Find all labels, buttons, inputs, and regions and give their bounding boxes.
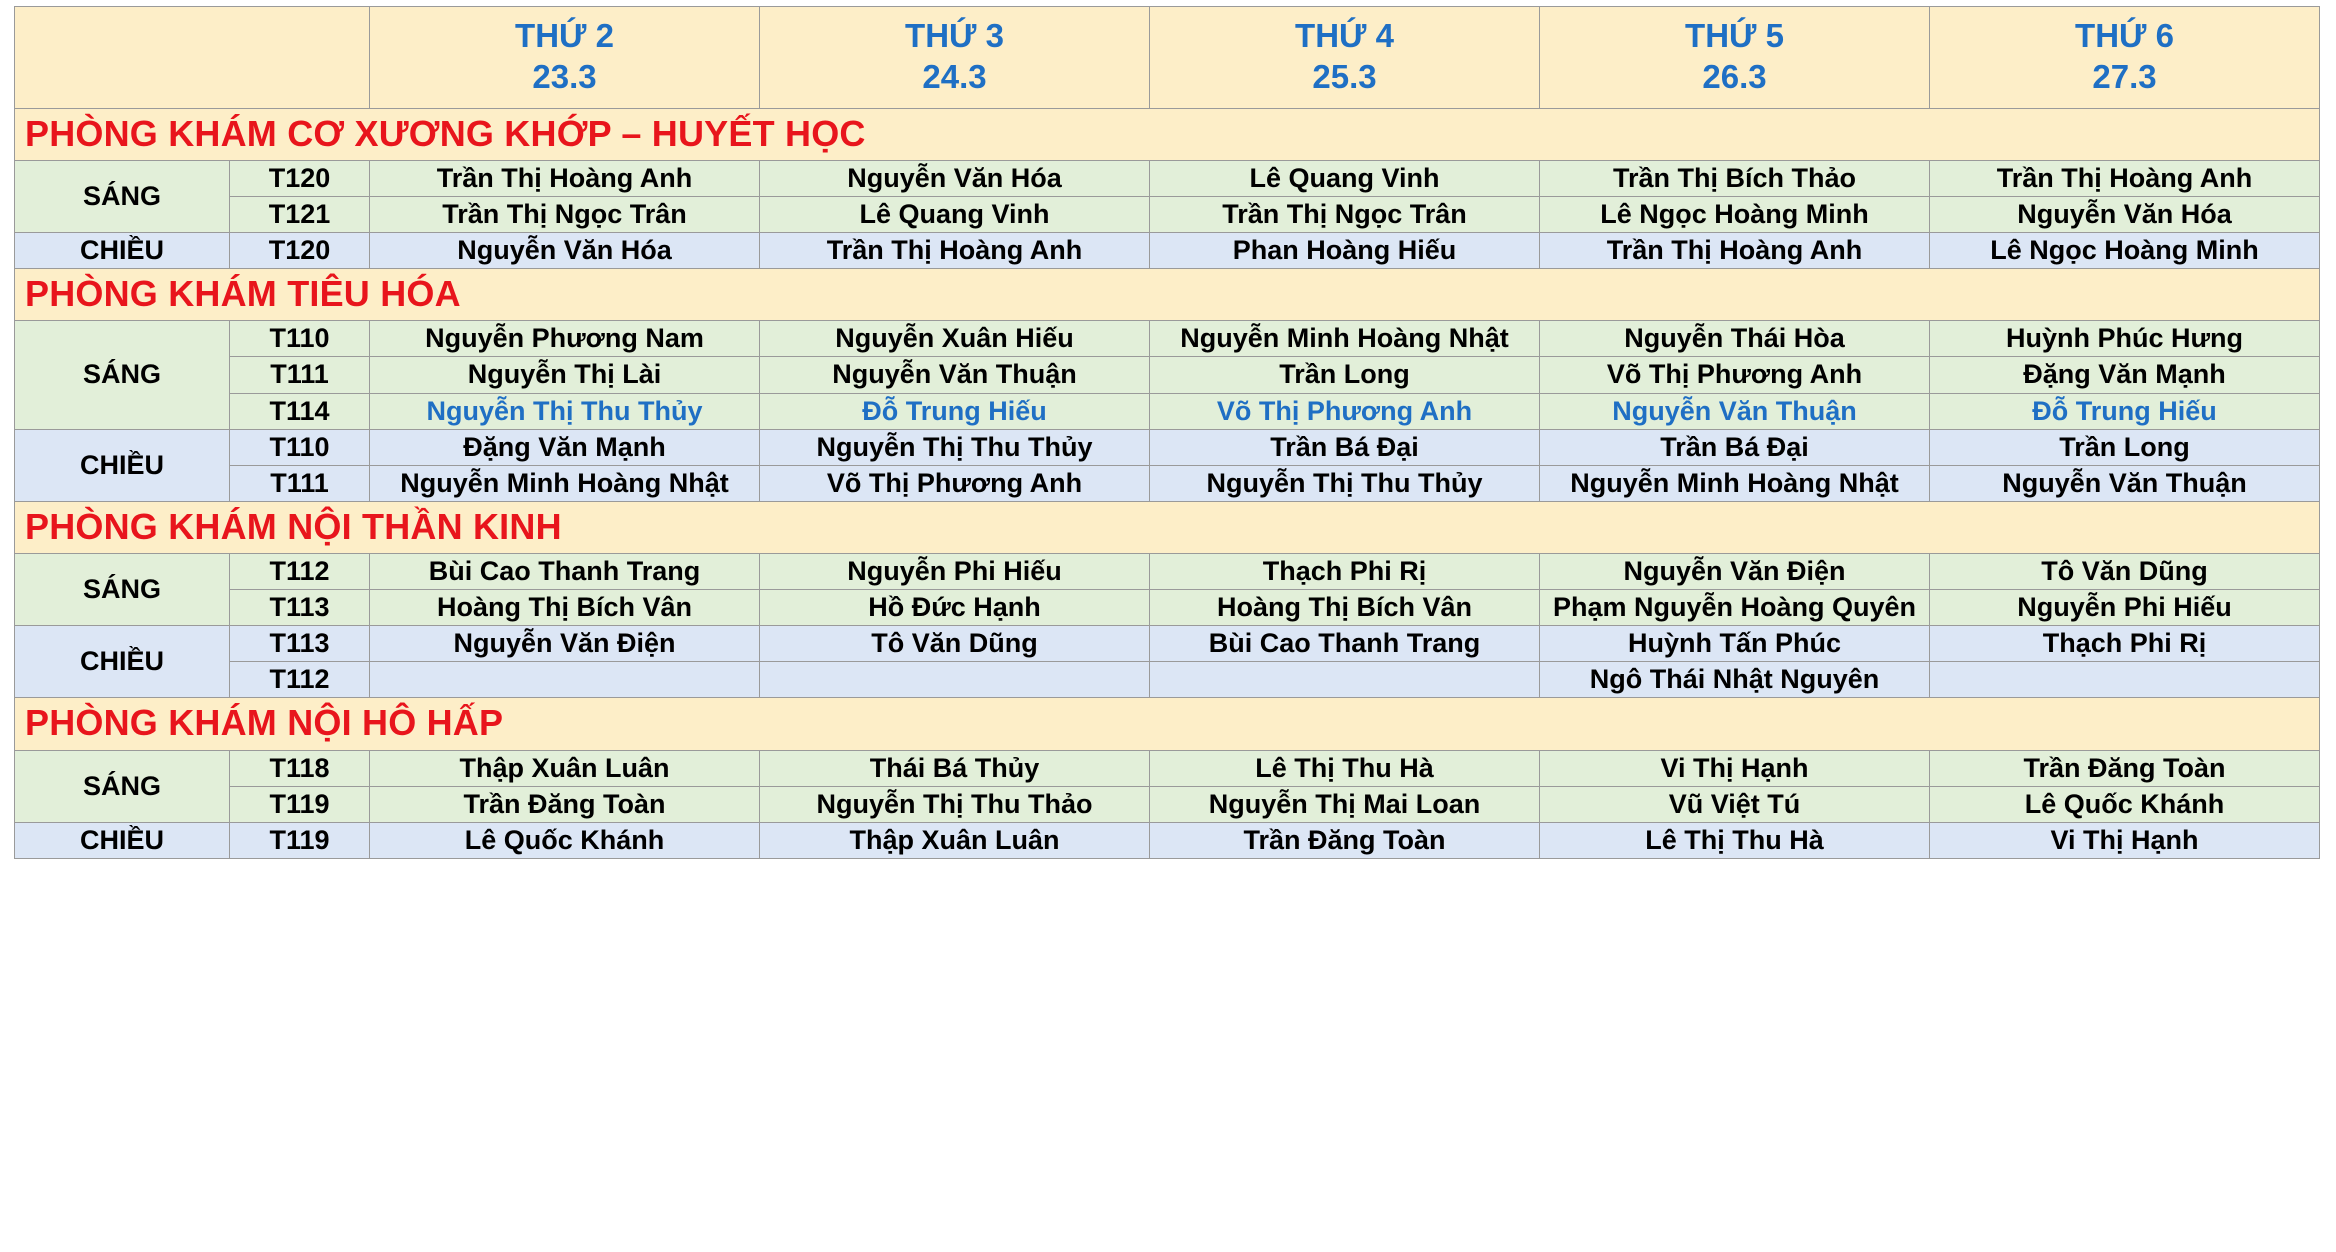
- session-label: CHIỀU: [15, 626, 230, 698]
- doctor-cell: Thạch Phi Rị: [1930, 626, 2320, 662]
- session-label: SÁNG: [15, 554, 230, 626]
- doctor-cell: Võ Thị Phương Anh: [760, 465, 1150, 501]
- section-title: PHÒNG KHÁM TIÊU HÓA: [15, 269, 2320, 321]
- doctor-cell: Lê Thị Thu Hà: [1150, 750, 1540, 786]
- doctor-cell: Nguyễn Văn Hóa: [370, 232, 760, 268]
- doctor-cell: Thạch Phi Rị: [1150, 554, 1540, 590]
- doctor-cell: Thái Bá Thủy: [760, 750, 1150, 786]
- doctor-cell: Trần Thị Hoàng Anh: [1540, 232, 1930, 268]
- doctor-cell-empty: [1930, 662, 2320, 698]
- doctor-cell: Nguyễn Thị Mai Loan: [1150, 786, 1540, 822]
- doctor-cell: Thập Xuân Luân: [370, 750, 760, 786]
- doctor-cell: Trần Long: [1150, 357, 1540, 393]
- room-code: T111: [230, 465, 370, 501]
- room-code: T120: [230, 160, 370, 196]
- doctor-cell: Nguyễn Minh Hoàng Nhật: [1540, 465, 1930, 501]
- table-row: [15, 662, 2320, 698]
- room-code: T121: [230, 196, 370, 232]
- section-title: PHÒNG KHÁM CƠ XƯƠNG KHỚP – HUYẾT HỌC: [15, 108, 2320, 160]
- doctor-cell: Nguyễn Xuân Hiếu: [760, 321, 1150, 357]
- doctor-cell: Trần Bá Đại: [1150, 429, 1540, 465]
- doctor-cell: Nguyễn Thị Thu Thủy: [1150, 465, 1540, 501]
- session-label: SÁNG: [15, 160, 230, 232]
- table-row: [15, 160, 2320, 196]
- room-code: T112: [230, 662, 370, 698]
- room-code: T113: [230, 626, 370, 662]
- day-date: 26.3: [1702, 58, 1767, 96]
- table-row: [15, 393, 2320, 429]
- doctor-cell: Hồ Đức Hạnh: [760, 590, 1150, 626]
- session-label: SÁNG: [15, 750, 230, 822]
- day-date: 24.3: [922, 58, 987, 96]
- table-row: [15, 357, 2320, 393]
- doctor-cell: Nguyễn Thị Thu Thủy: [760, 429, 1150, 465]
- table-row: [15, 786, 2320, 822]
- doctor-cell: Trần Đăng Toàn: [370, 786, 760, 822]
- room-code: T119: [230, 822, 370, 858]
- doctor-cell: Lê Ngọc Hoàng Minh: [1930, 232, 2320, 268]
- session-label: CHIỀU: [15, 822, 230, 858]
- doctor-cell: Hoàng Thị Bích Vân: [370, 590, 760, 626]
- day-date: 23.3: [532, 58, 597, 96]
- room-code: T110: [230, 429, 370, 465]
- session-label: CHIỀU: [15, 429, 230, 501]
- room-code: T112: [230, 554, 370, 590]
- doctor-cell: Ngô Thái Nhật Nguyên: [1540, 662, 1930, 698]
- doctor-cell: Phan Hoàng Hiếu: [1150, 232, 1540, 268]
- day-name: THỨ 3: [905, 17, 1004, 54]
- doctor-cell: Lê Ngọc Hoàng Minh: [1540, 196, 1930, 232]
- doctor-cell: Tô Văn Dũng: [1930, 554, 2320, 590]
- header-day-3: [1150, 7, 1540, 109]
- table-row: [15, 232, 2320, 268]
- doctor-cell: Đặng Văn Mạnh: [370, 429, 760, 465]
- room-code: T110: [230, 321, 370, 357]
- day-name: THỨ 5: [1685, 17, 1784, 54]
- day-name: THỨ 4: [1295, 17, 1394, 54]
- doctor-cell: Nguyễn Minh Hoàng Nhật: [1150, 321, 1540, 357]
- doctor-cell: Nguyễn Văn Điện: [1540, 554, 1930, 590]
- doctor-cell: Trần Đăng Toàn: [1150, 822, 1540, 858]
- table-row: [15, 554, 2320, 590]
- doctor-cell: Lê Quốc Khánh: [370, 822, 760, 858]
- doctor-cell: Nguyễn Văn Hóa: [760, 160, 1150, 196]
- table-row: [15, 196, 2320, 232]
- doctor-cell-empty: [370, 662, 760, 698]
- doctor-cell: Võ Thị Phương Anh: [1150, 393, 1540, 429]
- doctor-cell: Trần Thị Ngọc Trân: [370, 196, 760, 232]
- clinic-schedule-table: [14, 6, 2320, 859]
- doctor-cell: Tô Văn Dũng: [760, 626, 1150, 662]
- doctor-cell: Lê Quốc Khánh: [1930, 786, 2320, 822]
- doctor-cell: Nguyễn Thị Thu Thủy: [370, 393, 760, 429]
- room-code: T114: [230, 393, 370, 429]
- doctor-cell: Lê Thị Thu Hà: [1540, 822, 1930, 858]
- table-row: [15, 750, 2320, 786]
- day-date: 27.3: [2092, 58, 2157, 96]
- section-title: PHÒNG KHÁM NỘI THẦN KINH: [15, 501, 2320, 553]
- day-name: THỨ 2: [515, 17, 614, 54]
- doctor-cell: Nguyễn Phương Nam: [370, 321, 760, 357]
- doctor-cell: Nguyễn Thị Lài: [370, 357, 760, 393]
- doctor-cell: Đỗ Trung Hiếu: [760, 393, 1150, 429]
- doctor-cell: Đặng Văn Mạnh: [1930, 357, 2320, 393]
- doctor-cell-empty: [760, 662, 1150, 698]
- room-code: T119: [230, 786, 370, 822]
- doctor-cell: Lê Quang Vinh: [760, 196, 1150, 232]
- doctor-cell: Nguyễn Phi Hiếu: [760, 554, 1150, 590]
- header-day-4: [1540, 7, 1930, 109]
- doctor-cell: Vũ Việt Tú: [1540, 786, 1930, 822]
- doctor-cell: Trần Thị Hoàng Anh: [370, 160, 760, 196]
- doctor-cell: Trần Đăng Toàn: [1930, 750, 2320, 786]
- doctor-cell: Trần Thị Hoàng Anh: [760, 232, 1150, 268]
- table-row: [15, 626, 2320, 662]
- day-date: 25.3: [1312, 58, 1377, 96]
- room-code: T111: [230, 357, 370, 393]
- doctor-cell: Bùi Cao Thanh Trang: [370, 554, 760, 590]
- section-title-row: [15, 108, 2320, 160]
- doctor-cell: Trần Thị Ngọc Trân: [1150, 196, 1540, 232]
- doctor-cell: Trần Bá Đại: [1540, 429, 1930, 465]
- doctor-cell-empty: [1150, 662, 1540, 698]
- header-day-1: [370, 7, 760, 109]
- header-day-2: [760, 7, 1150, 109]
- doctor-cell: Trần Thị Hoàng Anh: [1930, 160, 2320, 196]
- doctor-cell: Nguyễn Văn Thuận: [1930, 465, 2320, 501]
- section-title-row: [15, 269, 2320, 321]
- table-row: [15, 590, 2320, 626]
- section-title-row: [15, 698, 2320, 750]
- table-row: [15, 465, 2320, 501]
- table-row: [15, 321, 2320, 357]
- table-row: [15, 429, 2320, 465]
- doctor-cell: Nguyễn Thị Thu Thảo: [760, 786, 1150, 822]
- doctor-cell: Lê Quang Vinh: [1150, 160, 1540, 196]
- doctor-cell: Đỗ Trung Hiếu: [1930, 393, 2320, 429]
- header-blank-cell: [15, 7, 370, 109]
- table-row: [15, 822, 2320, 858]
- room-code: T118: [230, 750, 370, 786]
- doctor-cell: Nguyễn Văn Điện: [370, 626, 760, 662]
- doctor-cell: Nguyễn Minh Hoàng Nhật: [370, 465, 760, 501]
- session-label: CHIỀU: [15, 232, 230, 268]
- doctor-cell: Nguyễn Phi Hiếu: [1930, 590, 2320, 626]
- room-code: T113: [230, 590, 370, 626]
- doctor-cell: Huỳnh Phúc Hưng: [1930, 321, 2320, 357]
- doctor-cell: Trần Thị Bích Thảo: [1540, 160, 1930, 196]
- doctor-cell: Võ Thị Phương Anh: [1540, 357, 1930, 393]
- doctor-cell: Thập Xuân Luân: [760, 822, 1150, 858]
- doctor-cell: Nguyễn Văn Thuận: [760, 357, 1150, 393]
- doctor-cell: Huỳnh Tấn Phúc: [1540, 626, 1930, 662]
- session-label: SÁNG: [15, 321, 230, 429]
- section-title: PHÒNG KHÁM NỘI HÔ HẤP: [15, 698, 2320, 750]
- doctor-cell: Trần Long: [1930, 429, 2320, 465]
- room-code: T120: [230, 232, 370, 268]
- doctor-cell: Bùi Cao Thanh Trang: [1150, 626, 1540, 662]
- doctor-cell: Nguyễn Thái Hòa: [1540, 321, 1930, 357]
- doctor-cell: Hoàng Thị Bích Vân: [1150, 590, 1540, 626]
- header-day-5: [1930, 7, 2320, 109]
- doctor-cell: Vi Thị Hạnh: [1540, 750, 1930, 786]
- section-title-row: [15, 501, 2320, 553]
- doctor-cell: Nguyễn Văn Hóa: [1930, 196, 2320, 232]
- doctor-cell: Nguyễn Văn Thuận: [1540, 393, 1930, 429]
- header-row: [15, 7, 2320, 109]
- doctor-cell: Vi Thị Hạnh: [1930, 822, 2320, 858]
- doctor-cell: Phạm Nguyễn Hoàng Quyên: [1540, 590, 1930, 626]
- day-name: THỨ 6: [2075, 17, 2174, 54]
